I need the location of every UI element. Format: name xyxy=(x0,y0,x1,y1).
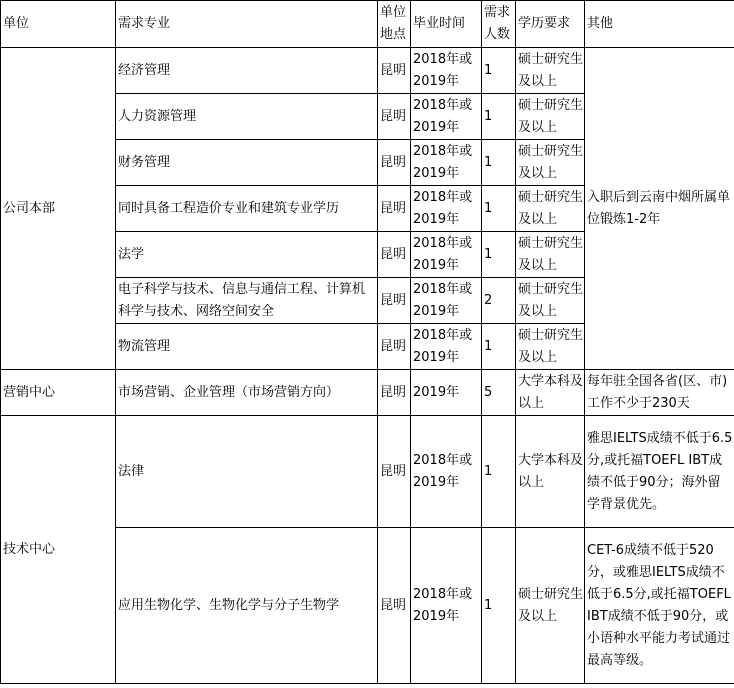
other-cell: 入职后到云南中烟所属单位锻炼1-2年 xyxy=(585,48,734,370)
location-cell: 昆明 xyxy=(378,324,411,370)
grad-time-cell: 2018年或2019年 xyxy=(411,48,482,94)
degree-cell: 硕士研究生及以上 xyxy=(516,186,585,232)
header-unit: 单位 xyxy=(1,1,116,48)
location-cell: 昆明 xyxy=(378,48,411,94)
count-cell: 1 xyxy=(482,232,516,278)
location-cell: 昆明 xyxy=(378,232,411,278)
unit-cell: 营销中心 xyxy=(1,370,116,416)
header-row xyxy=(1,1,734,48)
major-cell: 电子科学与技术、信息与通信工程、计算机科学与技术、网络空间安全 xyxy=(116,278,378,324)
grad-time-cell: 2019年 xyxy=(411,370,482,416)
location-cell: 昆明 xyxy=(378,370,411,416)
grad-time-cell: 2018年或2019年 xyxy=(411,140,482,186)
count-cell: 1 xyxy=(482,94,516,140)
grad-time-cell: 2018年或2019年 xyxy=(411,528,482,684)
header-count: 需求人数 xyxy=(482,1,516,48)
header-major: 需求专业 xyxy=(116,1,378,48)
grad-time-cell: 2018年或2019年 xyxy=(411,94,482,140)
location-cell: 昆明 xyxy=(378,278,411,324)
count-cell: 1 xyxy=(482,186,516,232)
location-cell: 昆明 xyxy=(378,94,411,140)
degree-cell: 硕士研究生及以上 xyxy=(516,232,585,278)
other-cell: 每年驻全国各省(区、市)工作不少于230天 xyxy=(585,370,734,416)
table-row xyxy=(1,48,734,94)
location-cell: 昆明 xyxy=(378,416,411,528)
grad-time-cell: 2018年或2019年 xyxy=(411,416,482,528)
degree-cell: 硕士研究生及以上 xyxy=(516,140,585,186)
header-degree: 学历要求 xyxy=(516,1,585,48)
degree-cell: 硕士研究生及以上 xyxy=(516,94,585,140)
major-cell: 人力资源管理 xyxy=(116,94,378,140)
header-location: 单位地点 xyxy=(378,1,411,48)
count-cell: 1 xyxy=(482,416,516,528)
grad-time-cell: 2018年或2019年 xyxy=(411,186,482,232)
degree-cell: 硕士研究生及以上 xyxy=(516,278,585,324)
major-cell: 法学 xyxy=(116,232,378,278)
count-cell: 5 xyxy=(482,370,516,416)
location-cell: 昆明 xyxy=(378,140,411,186)
count-cell: 1 xyxy=(482,528,516,684)
grad-time-cell: 2018年或2019年 xyxy=(411,324,482,370)
count-cell: 1 xyxy=(482,324,516,370)
count-cell: 1 xyxy=(482,48,516,94)
count-cell: 1 xyxy=(482,140,516,186)
other-cell: CET-6成绩不低于520分，或雅思IELTS成绩不低于6.5分,或托福TOEFL IBT成绩不低于90分，或小语种水平能力考试通过最高等级。 xyxy=(585,528,734,684)
major-cell: 物流管理 xyxy=(116,324,378,370)
header-grad-time: 毕业时间 xyxy=(411,1,482,48)
major-cell: 经济管理 xyxy=(116,48,378,94)
major-cell: 市场营销、企业管理（市场营销方向） xyxy=(116,370,378,416)
grad-time-cell: 2018年或2019年 xyxy=(411,278,482,324)
table-row xyxy=(1,416,734,528)
degree-cell: 大学本科及以上 xyxy=(516,370,585,416)
other-cell: 雅思IELTS成绩不低于6.5分,或托福TOEFL IBT成绩不低于90分；海外留学背景优先。 xyxy=(585,416,734,528)
degree-cell: 硕士研究生及以上 xyxy=(516,324,585,370)
table-row xyxy=(1,370,734,416)
unit-cell: 技术中心 xyxy=(1,416,116,684)
major-cell: 财务管理 xyxy=(116,140,378,186)
major-cell: 应用生物化学、生物化学与分子生物学 xyxy=(116,528,378,684)
location-cell: 昆明 xyxy=(378,186,411,232)
header-other: 其他 xyxy=(585,1,734,48)
degree-cell: 硕士研究生及以上 xyxy=(516,528,585,684)
degree-cell: 硕士研究生及以上 xyxy=(516,48,585,94)
unit-cell: 公司本部 xyxy=(1,48,116,370)
count-cell: 2 xyxy=(482,278,516,324)
major-cell: 同时具备工程造价专业和建筑专业学历 xyxy=(116,186,378,232)
degree-cell: 大学本科及以上 xyxy=(516,416,585,528)
grad-time-cell: 2018年或2019年 xyxy=(411,232,482,278)
major-cell: 法律 xyxy=(116,416,378,528)
location-cell: 昆明 xyxy=(378,528,411,684)
